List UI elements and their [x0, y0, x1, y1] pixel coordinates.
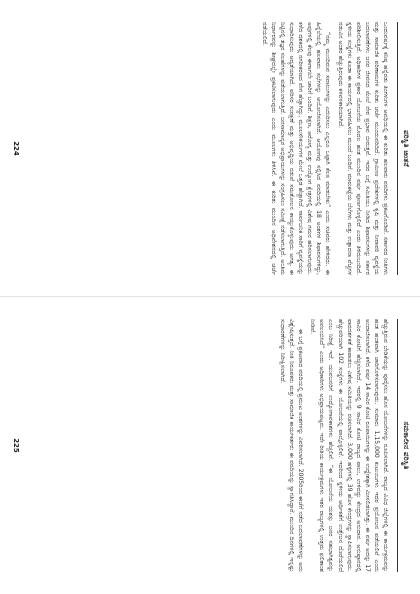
page-number-left: 224 — [12, 141, 20, 156]
body-text-left — [30, 22, 390, 275]
running-header-left: ಪರಿಸ್ಥಿತಿ ಚಿಂತನೆ — [402, 130, 410, 167]
header-rule-left — [397, 22, 398, 275]
header-rule-right — [397, 319, 398, 572]
paragraph: ಒಂದುವರ್ಷಕ್ಕೆ ಕನಿಷ್ಠ ಹನ್ನೆರಡು ತಿಂಗಳುಗಳ ಅವಧಿಯಲ್ಲಿ ಈ ಕುರಿತು ಹಲವಾರು ವರದಿಗಳು ಪ್ರಕಟಗೊಂಡಿವೆ. ಸರ್ಕಾರದ ನೀತಿಗಳು ಮತ್ತು ಸಾಮಾಜಿಕ ಪರಿಣಾಮಗಳ ಕುರಿತು ಚರ್ಚೆ ಮುಂದುವರಿದಿದೆ. ಗ್ರಾಮೀಣ ಪ್ರದೇಶಗಳಲ್ಲಿ ಕೃಷಿ ಮತ್ತು ನೀರಾವರಿ ವ್ಯವಸ್ಥೆಯ ಬದಲಾವಣೆಗಳು ಜನರ ಜೀವನದ ಮೇಲೆ ನೇರ ಪ್ರಭಾವ ಬೀರುತ್ತವೆ. ಇದರ ಬಗ್ಗೆ ಸಮಿತಿಯು ನೀಡಿದ ಶಿಫಾರಸುಗಳನ್ನು ಸರ್ಕಾರ ಪರಿಶೀಲಿಸುತ್ತಿದೆ. ಅಧಿಕಾರಿಗಳ ಪ್ರಕಾರ ಯೋಜನೆಯ ಮೊದಲ ಹಂತ ಮುಂದಿನ ವರ್ಷ ಪೂರ್ಣಗೊಳ್ಳಲಿದೆ ಎಂದು ತಿಳಿದುಬಂದಿದೆ. ಸ್ಥಳೀಯ ಸಂಸ್ಥೆಗಳು ಕೂಡಾ ಈ ಕಾರ್ಯದಲ್ಲಿ ಭಾಗವಹಿಸಲು ಮುಂದೆ ಬಂದಿವೆ. ಮಾರುಕಟ್ಟೆಯ ಬೆಲೆಗಳು ಮತ್ತು ಉತ್ಪಾದನಾ ವೆಚ್ಚಗಳ ನಡುವಿನ ಅಂತರ ಹೆಚ್ಚುತ್ತಿರುವುದು ಕಳವಳಕಾರಿಯಾಗಿದೆ. — [336, 22, 389, 275]
page-number-right: 225 — [12, 438, 20, 453]
paragraph: ಹೆಚ್ಚುತ್ತಿರುವ ಬೇಡಿಕೆಯನ್ನು ಪೂರೈಸಲು ಹೊಸ ಯೋಜನೆಗಳನ್ನು ರೂಪಿಸಲಾಗಿದೆ. ರಾಜ್ಯದ ವಿವಿಧ ಜಿಲ್ಲೆಗಳಲ್ಲಿ ಈ ಕಾರ್ಯಕ್ರಮವನ್ನು ಹಂತ ಹಂತವಾಗಿ ಜಾರಿಗೊಳಿಸಲಾಗುವುದು. ಸುಮಾರು 1,15,000 ಕುಟುಂಬಗಳು ಇದರ ಪ್ರಯೋಜನ ಪಡೆಯಲಿವೆ ಎಂದು ಅಂದಾಜಿಸಲಾಗಿದೆ. ಕಳೆದ ವರ್ಷ 14 ಸಾವಿರ ಕೋಟಿ ರೂಪಾಯಿಗಳನ್ನು ಈ ಉದ್ದೇಶಕ್ಕಾಗಿ ಮೀಸಲಿಡಲಾಗಿತ್ತು. ಈ ವರ್ಷ ಅದನ್ನು 17 ಸಾವಿರ ಕೋಟಿಗೆ ಹೆಚ್ಚಿಸಲಾಗಿದೆ. ಇದರಲ್ಲಿ 9 ಸಾವಿರ ಕೋಟಿ ರಾಜ್ಯದ ಪಾಲು, ಉಳಿದದ್ದು ಕೇಂದ್ರದ ಅನುದಾನ. ಅನುಷ್ಠಾನದಲ್ಲಿ ಪಾರದರ್ಶಕತೆ ಕಾಪಾಡಲು ವಿಶೇಷ ಸಮಿತಿಯನ್ನು ರಚಿಸಲಾಗಿದೆ. 3,000 ಹಳ್ಳಿಗಳಲ್ಲಿ 39 ಹೊಸ ಕೇಂದ್ರಗಳನ್ನು ಸ್ಥಾಪಿಸಲಾಗುವುದು. ಹೆಚ್ಚುವರಿಯಾಗಿ 102 ಸಂಸ್ಥೆಗಳು ಈ ಯೋಜನೆಯಲ್ಲಿ ಪಾಲ್ಗೊಳ್ಳಲಿವೆ. ಇದರಿಂದ ಸ್ಥಳೀಯ ಆರ್ಥಿಕತೆಗೆ ಉತ್ತೇಜನ ದೊರೆಯಲಿದೆ ಎಂಬ ನಿರೀಕ್ಷೆ ಇದೆ. ಯುವಜನರಿಗೆ ಉದ್ಯೋಗಾವಕಾಶಗಳು ಹೆಚ್ಚಲಿವೆ. “ಈ ಯೋಜನೆಯ ಯಶಸ್ಸು ಜನರ ಸಹಭಾಗಿತ್ವವನ್ನು ಅವಲಂಬಿಸಿದೆ” ಎಂದು ಅಧಿಕಾರಿಗಳು ಅಭಿಪ್ರಾಯಪಟ್ಟರು. ಇದೇ ರೀತಿಯ ಕಾರ್ಯಕ್ರಮಗಳು ಇತರ ರಾಜ್ಯಗಳಲ್ಲಿ ಉತ್ತಮ ಫಲಿತಾಂಶ ನೀಡಿವೆ. — [309, 319, 389, 572]
body-text-right — [30, 319, 390, 572]
running-header-right: ಸಮಕಾಲೀನ ಪರಿಸ್ಥಿತಿ — [402, 421, 410, 470]
paragraph: “ನಮ್ಮ ಮುಂದಿರುವ ಸವಾಲುಗಳನ್ನು ಎದುರಿಸಲು ಎಲ್ಲರೂ ಒಟ್ಟಾಗಿ ಕೆಲಸ ಮಾಡಬೇಕು” ಎಂದು ಸಚಿವರು ಹೇಳಿದರು. ಈ ಹಿನ್ನೆಲೆಯಲ್ಲಿ ಹಲವಾರು ಸಭೆಗಳನ್ನು ಆಯೋಜಿಸಲಾಗಿದೆ. ಆಯೋಗವು ಸಲ್ಲಿಸಿದ ವರದಿಯಲ್ಲಿ 18 ಅಂಶಗಳ ಶಿಫಾರಸುಗಳಿದ್ದು, ಅವುಗಳಲ್ಲಿ ಕೆಲವು ಈಗಾಗಲೇ ಜಾರಿಗೆ ಬಂದಿವೆ. ಶಿಕ್ಷಣ, ಆರೋಗ್ಯ ಮತ್ತು ಉದ್ಯೋಗ ಕ್ಷೇತ್ರಗಳಲ್ಲಿ ವಿಶೇಷ ಗಮನ ಹರಿಸಲಾಗುವುದು. ಕಳೆದ ದಶಕದಲ್ಲಿ ನಗರೀಕರಣದ ವೇಗ ಹೆಚ್ಚಾಗಿದ್ದು, ಮೂಲಸೌಕರ್ಯಗಳ ಮೇಲೆ ಒತ್ತಡ ಹೆಚ್ಚಾಗಿದೆ. ಸಾರ್ವಜನಿಕ ಸಾರಿಗೆ ವ್ಯವಸ್ಥೆಯನ್ನು ಸುಧಾರಿಸುವುದು ಆದ್ಯತೆಯಾಗಿದೆ. ಪರಿಸರ ಸಂರಕ್ಷಣೆ ಮತ್ತು ಅಭಿವೃದ್ಧಿಯ ನಡುವೆ ಸಮತೋಲನ ಕಾಯ್ದುಕೊಳ್ಳುವುದು ಅಗತ್ಯ. ಈ ನಿಟ್ಟಿನಲ್ಲಿ ತಜ್ಞರ ಸಲಹೆಗಳನ್ನು ಪಡೆಯಲಾಗುತ್ತಿದೆ. ಜನಸಾಮಾನ್ಯರ ಅಭಿಪ್ರಾಯಗಳನ್ನು ಸಂಗ್ರಹಿಸಲು ಸಮೀಕ್ಷೆ ನಡೆಸಲಾಗುತ್ತಿದೆ. ಅಂತಿಮ ನಿರ್ಧಾರವನ್ನು ಶೀಘ್ರದಲ್ಲೇ ಪ್ರಕಟಿಸಲಾಗುವುದು ಎಂದು ಮೂಲಗಳು ತಿಳಿಸಿವೆ. ಈ ಕುರಿತು ಮುಂದಿನ ಅಧಿವೇಶನದಲ್ಲಿ ಚರ್ಚೆ ನಡೆಯಲಿದೆ. — [260, 22, 332, 275]
right-page — [0, 297, 420, 594]
paragraph: ಈ ಬಗ್ಗೆ ಪ್ರಕಟವಾದ ವರದಿಯಲ್ಲಿ ಪ್ರಮುಖ ಅಂಶಗಳನ್ನು ವಿವರಿಸಲಾಗಿದೆ. 2005ರಿಂದ ಈಚೆಗೆ ನಡೆದ ಬದಲಾವಣೆಗಳನ್ನು ಅದು ವಿಶ್ಲೇಷಿಸುತ್ತದೆ. ನೀತಿ ನಿರೂಪಕರು ಮತ್ತು ಸಾಮಾಜಿಕ ಕಾರ್ಯಕರ್ತರು ಈ ವರದಿಯನ್ನು ಸ್ವಾಗತಿಸಿದ್ದಾರೆ. ಮುಂದಿನ ದಿನಗಳಲ್ಲಿ ಇನ್ನಷ್ಟು ಸುಧಾರಣೆಗಳನ್ನು ನಿರೀಕ್ಷಿಸಲಾಗಿದೆ. — [278, 319, 305, 572]
